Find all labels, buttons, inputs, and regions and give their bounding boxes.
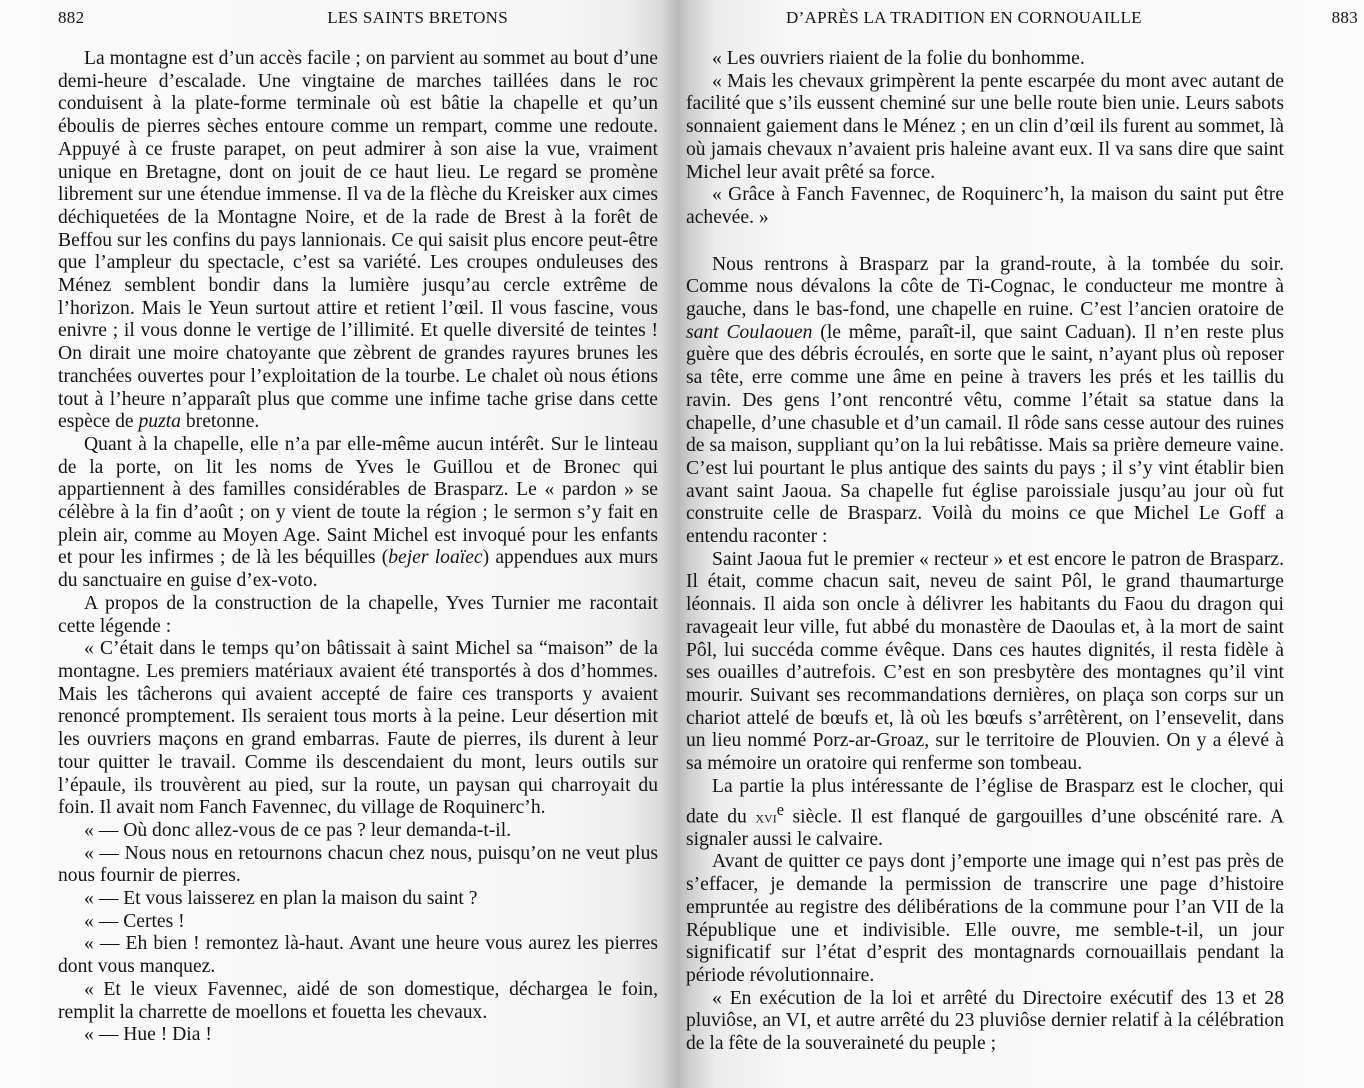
left-page-number: 882 — [58, 8, 85, 27]
paragraph: La partie la plus intéressante de l’église de Brasparz est le clocher, qui date du xvi$^e$ siècle. Il est flanqué de gargouilles d’une obscénité rare. A signaler aussi le calvaire. — [686, 775, 1284, 850]
paragraph: Quant à la chapelle, elle n’a par elle-même aucun intérêt. Sur le linteau de la porte, on lit les noms de Yves le Guillou et de Bronec qui appartiennent à des familles considérables de Brasparz. Le « pardon » se célèbre à la fin d’août ; on y vient de toute la région ; le sermon s’y fait en plein air, comme au Moyen Age. Saint Michel est invoqué pour les enfants et pour les infirmes ; de là les béquilles (bejer loaïec) appendues aux murs du sanctuaire en guise d’ex-voto. — [58, 433, 658, 592]
right-page — [680, 0, 1364, 1088]
left-page — [0, 0, 670, 1088]
paragraph: « — Où donc allez-vous de ce pas ? leur demanda-t-il. — [84, 819, 512, 841]
paragraph: « Mais les chevaux grimpèrent la pente escarpée du mont avec autant de facilité que s’ils eussent cheminé sur une belle route bien unie. Leurs sabots sonnaient gaiement dans le Ménez ; en un clin d’œil ils furent au sommet, là où jamais chevaux n’avaient pris haleine avant eux. Il va sans dire que saint Michel leur avait prêté sa force. — [686, 70, 1284, 183]
paragraph: « — Nous nous en retournons chacun chez nous, puisqu’on ne veut plus nous fournir de pierres. — [58, 842, 658, 887]
right-body-text — [686, 48, 1284, 1056]
paragraph: Avant de quitter ce pays dont j’emporte une image qui n’est pas près de s’effacer, je demande la permission de transcrire une page d’histoire empruntée au registre des délibérations de la commune pour l’an VII de la République une et indivisible. Elle ouvre, me semble-t-il, un jour significatif sur l’état d’esprit des montagnards cornouaillais pendant la période révolutionnaire. — [686, 851, 1284, 986]
paragraph: « — Hue ! Dia ! — [84, 1024, 212, 1046]
paragraph: A propos de la construction de la chapelle, Yves Turnier me racontait cette légende : — [58, 592, 658, 637]
paragraph: « — Certes ! — [84, 910, 185, 932]
paragraph: « En exécution de la loi et arrêté du Directoire exécutif des 13 et 28 pluviôse, an VI, et autre arrêté du 23 pluviôse dernier relatif à la célébration de la fête de la souveraineté du peuple ; — [686, 987, 1284, 1055]
paragraph: « Et le vieux Favennec, aidé de son domestique, déchargea le foin, remplit la charrette de moellons et fouetta les chevaux. — [58, 978, 658, 1023]
right-page-number: 883 — [1331, 8, 1358, 27]
paragraph: « — Eh bien ! remontez là-haut. Avant une heure vous aurez les pierres dont vous manquez. — [58, 933, 658, 978]
paragraph: Nous rentrons à Brasparz par la grand-route, à la tombée du soir. Comme nous dévalons la côte de Ti-Cognac, le conducteur me montre à gauche, dans le bas-fond, une chapelle en ruine. C’est l’ancien oratoire de sant Coulaouen (le même, paraît-il, que saint Caduan). Il n’en reste plus guère que des débris écroulés, en sorte que le saint, n’ayant plus où reposer sa tête, erre comme une âme en peine à travers les prés et les taillis du ravin. Des gens l’ont rencontré vêtu, comme l’était sa statue dans la chapelle, d’une chasuble et d’un camail. Il rôde sans cesse autour des ruines de sa maison, suppliant qu’on la lui rebâtisse. Mais sa prière demeure vaine. C’est lui pourtant le plus antique des saints du pays ; il s’y vint établir bien avant saint Jaoua. Sa chapelle fut église paroissiale jusqu’au jour où fut construite celle de Brasparz. Voilà du moins ce que Michel Le Goff a entendu raconter : — [686, 253, 1285, 548]
right-header — [686, 8, 1358, 48]
paragraph: La montagne est d’un accès facile ; on parvient au sommet au bout d’une demi-heure d’escalade. Une vingtaine de marches taillées dans le roc conduisent à la plate-forme terminale où est bâtie la chapelle et qu’un éboulis de pierres sèches entoure comme un rempart, comme une redoute. Appuyé à ce fruste parapet, on peut admirer à son aise la vue, vraiment unique en Bretagne, dont on jouit de ce haut lieu. Le regard se promène librement sur une étendue immense. Il va de la flèche du Kreisker aux cimes déchiquetées de la Montagne Noire, et de la rade de Brest à la forêt de Beffou sur les confins du pays lannionais. Ce qui saisit plus encore peut-être que l’ampleur du spectacle, c’est sa variété. Les croupes onduleuses des Ménez semblent bondir dans la lumière jusqu’au cercle extrême de l’horizon. Mais le Yeun surtout attire et retient l’œil. Il vous fascine, vous enivre ; il vous donne le vertige de l’illimité. Et quelle diversité de teintes ! On dirait une moire chatoyante que zèbrent de grandes rayures brunes les tranchées ouvertes pour l’exploitation de la tourbe. Le chalet où nous étions tout à l’heure n’apparaît plus que comme une infime tache grise dans cette espèce de puzta bretonne. — [58, 48, 658, 433]
right-running-head: D’APRÈS LA TRADITION EN CORNOUAILLE — [786, 8, 1142, 27]
paragraph: « Grâce à Fanch Favennec, de Roquinerc’h, la maison du saint put être achevée. » — [686, 184, 1284, 228]
paragraph: « — Et vous laisserez en plan la maison du saint ? — [84, 888, 478, 910]
paragraph: « C’était dans le temps qu’on bâtissait à saint Michel sa “maison” de la montagne. Les premiers matériaux avaient été transportés à dos d’hommes. Mais les tâcherons qui avaient accepté de faire ces transports y avaient renoncé promptement. Ils seraient tous morts à la peine. Leur désertion mit les ouvriers maçons en grand embarras. Faute de pierres, ils durent à leur tour quitter le travail. Comme ils descendaient du mont, leurs outils sur l’épaule, ils trouvèrent au pied, sur la route, un paysan qui charroyait du foin. Il avait nom Fanch Favennec, du village de Roquinerc’h. — [58, 638, 658, 819]
left-header — [58, 8, 658, 48]
left-running-head: LES SAINTS BRETONS — [327, 8, 508, 27]
paragraph: Saint Jaoua fut le premier « recteur » et est encore le patron de Brasparz. Il était, comme chacun sait, neveu de saint Pôl, le grand thaumarturge léonnais. Il aida son oncle à délivrer les habitants du Faou du dragon qui ravageait leur ville, fut abbé du monastère de Daoulas et, à la mort de saint Pôl, lui succéda comme évêque. Dans ces hautes dignités, il resta fidèle à ses ouailles d’autrefois. C’est en son presbytère des montagnes qu’il vint mourir. Suivant ses recommandations dernières, on plaça son corps sur un chariot attelé de bœufs et, là où les bœufs s’arrêtèrent, on l’ensevelit, dans un lieu nommé Porz-ar-Groaz, sur le territoire de Plouvien. On y a élevé à sa mémoire un oratoire qui renferme son tombeau. — [686, 548, 1284, 775]
left-body-text — [58, 48, 658, 1047]
paragraph: « Les ouvriers riaient de la folie du bonhomme. — [712, 48, 1085, 69]
